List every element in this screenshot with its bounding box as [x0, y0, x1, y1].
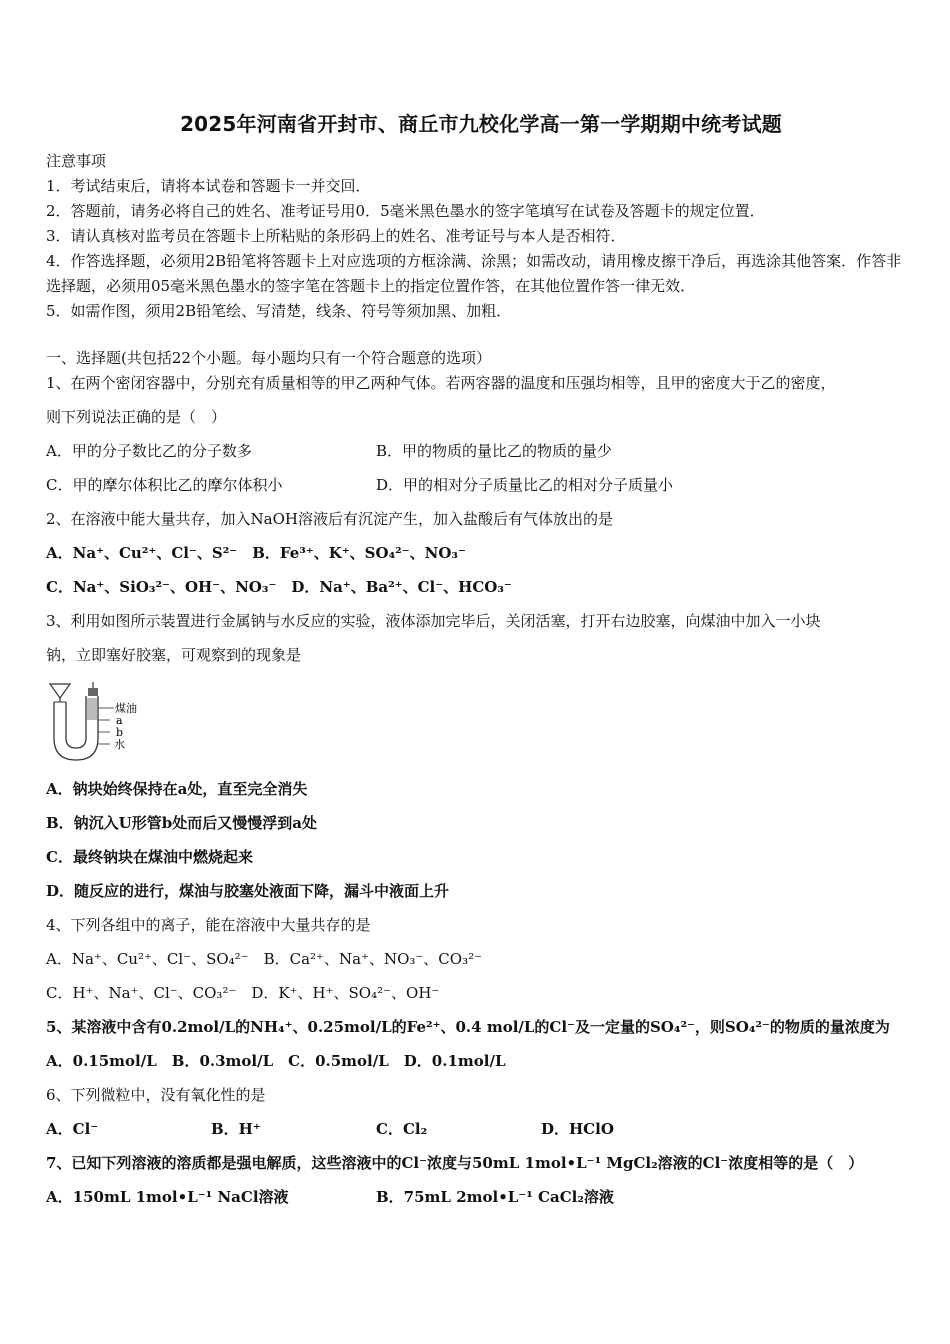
q7-option-a: A．150mL 1mol•L⁻¹ NaCl溶液: [46, 1188, 289, 1206]
label-b: b: [116, 726, 124, 739]
q7-option-b: B．75mL 2mol•L⁻¹ CaCl₂溶液: [376, 1188, 614, 1206]
q1-option-c: C．甲的摩尔体积比乙的摩尔体积小: [46, 476, 283, 494]
u-tube-diagram: [46, 680, 166, 766]
q5-stem: 5、某溶液中含有0.2mol/L的NH₄⁺、0.25mol/L的Fe²⁺、0.4 mol/L的Cl⁻及一定量的SO₄²⁻，则SO₄²⁻的物质的量浓度为: [46, 1018, 890, 1036]
q2-stem: 2、在溶液中能大量共存，加入NaOH溶液后有沉淀产生，加入盐酸后有气体放出的是: [46, 510, 613, 528]
q2-options-ab: A．Na⁺、Cu²⁺、Cl⁻、S²⁻ B．Fe³⁺、K⁺、SO₄²⁻、NO₃⁻: [46, 544, 466, 562]
q2-options-cd: C．Na⁺、SiO₃²⁻、OH⁻、NO₃⁻ D．Na⁺、Ba²⁺、Cl⁻、HCO₃⁻: [46, 578, 512, 596]
label-kerosene: 煤油: [115, 702, 137, 715]
label-a: a: [116, 714, 123, 727]
q1-options-row1: [46, 434, 916, 468]
q6-option-b: B．H⁺: [211, 1120, 261, 1138]
notice-block: [46, 149, 916, 324]
q1-stem-line2: 则下列说法正确的是（ ）: [46, 408, 227, 426]
notice-item-4: 4．作答选择题，必须用2B铅笔将答题卡上对应选项的方框涂满、涂黑；如需改动，请用橡皮擦干净后，再选涂其他答案．作答非选择题，必须用05毫米黑色墨水的签字笔在答题卡上的指定位置作答，在其他位置作答一律无效．: [46, 252, 902, 295]
q4-options-cd: C．H⁺、Na⁺、Cl⁻、CO₃²⁻ D．K⁺、H⁺、SO₄²⁻、OH⁻: [46, 984, 440, 1002]
q3-stem-line2: 钠，立即塞好胶塞，可观察到的现象是: [46, 646, 302, 664]
exam-page: [46, 108, 916, 1214]
q7-stem: 7、已知下列溶液的溶质都是强电解质，这些溶液中的Cl⁻浓度与50mL 1mol•L⁻¹ MgCl₂溶液的Cl⁻浓度相等的是（ ）: [46, 1154, 864, 1172]
q4-options-ab: A．Na⁺、Cu²⁺、Cl⁻、SO₄²⁻ B．Ca²⁺、Na⁺、NO₃⁻、CO₃²⁻: [46, 950, 483, 968]
u-tube-figure: [46, 680, 916, 766]
q6-stem: 6、下列微粒中，没有氧化性的是: [46, 1086, 266, 1104]
q1-option-d: D．甲的相对分子质量比乙的相对分子质量小: [376, 476, 674, 494]
q6-option-a: A．Cl⁻: [46, 1120, 99, 1138]
label-water: 水: [114, 738, 125, 751]
q3-option-c: C．最终钠块在煤油中燃烧起来: [46, 848, 253, 866]
q1-options-row2: [46, 468, 916, 502]
q3-option-d: D．随反应的进行，煤油与胶塞处液面下降，漏斗中液面上升: [46, 882, 450, 900]
q7-options-row1: [46, 1180, 916, 1214]
q1-stem-line1: 1、在两个密闭容器中，分别充有质量相等的甲乙两种气体。若两容器的温度和压强均相等，且甲的密度大于乙的密度，: [46, 374, 836, 392]
notice-item-2: 2．答题前，请务必将自己的姓名、准考证号用0．5毫米黑色墨水的签字笔填写在试卷及答题卡的规定位置．: [46, 202, 765, 220]
notice-item-1: 1．考试结束后，请将本试卷和答题卡一并交回．: [46, 177, 371, 195]
notice-item-3: 3．请认真核对监考员在答题卡上所粘贴的条形码上的姓名、准考证号与本人是否相符．: [46, 227, 626, 245]
q6-option-d: D．HClO: [541, 1120, 614, 1138]
section-heading: 一、选择题(共包括22个小题。每小题均只有一个符合题意的选项）: [46, 349, 491, 367]
q5-options: A．0.15mol/L B．0.3mol/L C．0.5mol/L D．0.1mol/L: [46, 1052, 506, 1070]
q3-stem-line1: 3、利用如图所示装置进行金属钠与水反应的实验，液体添加完毕后，关闭活塞，打开右边胶塞，向煤油中加入一小块: [46, 612, 821, 630]
q3-option-b: B．钠沉入U形管b处而后又慢慢浮到a处: [46, 814, 317, 832]
q1-option-b: B．甲的物质的量比乙的物质的量少: [376, 442, 613, 460]
q4-stem: 4、下列各组中的离子，能在溶液中大量共存的是: [46, 916, 371, 934]
q6-options: [46, 1112, 916, 1146]
q6-option-c: C．Cl₂: [376, 1120, 428, 1138]
q1-option-a: A．甲的分子数比乙的分子数多: [46, 442, 252, 460]
q3-option-a: A．钠块始终保持在a处，直至完全消失: [46, 780, 308, 798]
notice-heading: 注意事项: [46, 152, 107, 170]
page-title: 2025年河南省开封市、商丘市九校化学高一第一学期期中统考试题: [180, 112, 782, 136]
notice-item-5: 5．如需作图，须用2B铅笔绘、写清楚，线条、符号等须加黑、加粗．: [46, 302, 512, 320]
